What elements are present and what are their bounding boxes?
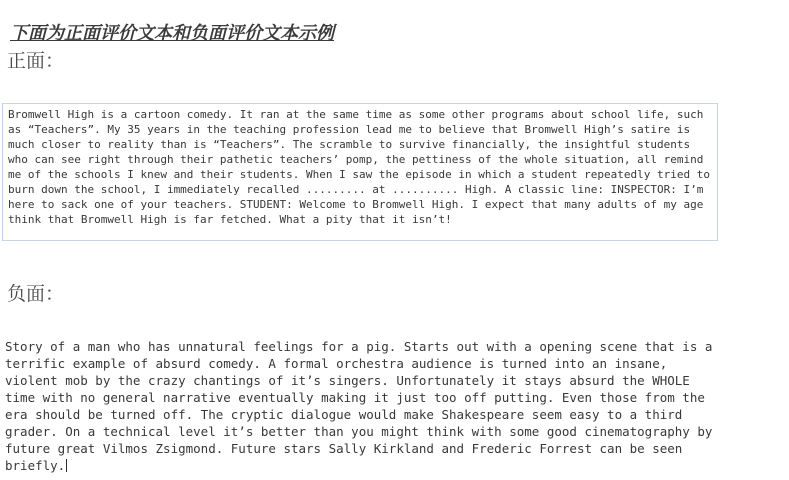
positive-review-textbox[interactable] bbox=[2, 103, 718, 241]
positive-review-text: Bromwell High is a cartoon comedy. It ran at the same time as some other programs about school life, such as “Teachers”. My 35 years in the teaching profession lead me to believe that Bromwell High’s satire is much closer to reality than is “Teachers”. The scramble to survive financially, the insightful students who can see right through their pathetic teachers’ pomp, the pettiness of the whole situation, all remind me of the schools I knew and their students. When I saw the episode in which a student repeatedly tried to burn down the school, I immediately recalled ......... at .......... High. A classic line: INSPECTOR: I’m here to sack one of your teachers. STUDENT: Welcome to Bromwell High. I expect that many adults of my age think that Bromwell High is far fetched. What a pity that it isn’t! bbox=[8, 108, 710, 226]
positive-section-label: 正面： bbox=[7, 51, 65, 72]
text-cursor bbox=[66, 459, 67, 472]
negative-review-textarea[interactable] bbox=[5, 338, 724, 474]
negative-review-text: Story of a man who has unnatural feelings for a pig. Starts out with a opening scene that is a terrific example of absurd comedy. A formal orchestra audience is turned into an insane, violent mob by the crazy chantings of it’s singers. Unfortunately it stays absurd the WHOLE time with no general narrative eventually making it just too off putting. Even those from the era should be turned off. The cryptic dialogue would make Shakespeare seem easy to a third grader. On a technical level it’s better than you might think with some good cinematography by future great Vilmos Zsigmond. Future stars Sally Kirkland and Frederic Forrest can be seen briefly. bbox=[5, 339, 713, 473]
page-title: 下面为正面评价文本和负面评价文本示例 bbox=[10, 23, 334, 43]
negative-section-label: 负面： bbox=[7, 284, 65, 305]
